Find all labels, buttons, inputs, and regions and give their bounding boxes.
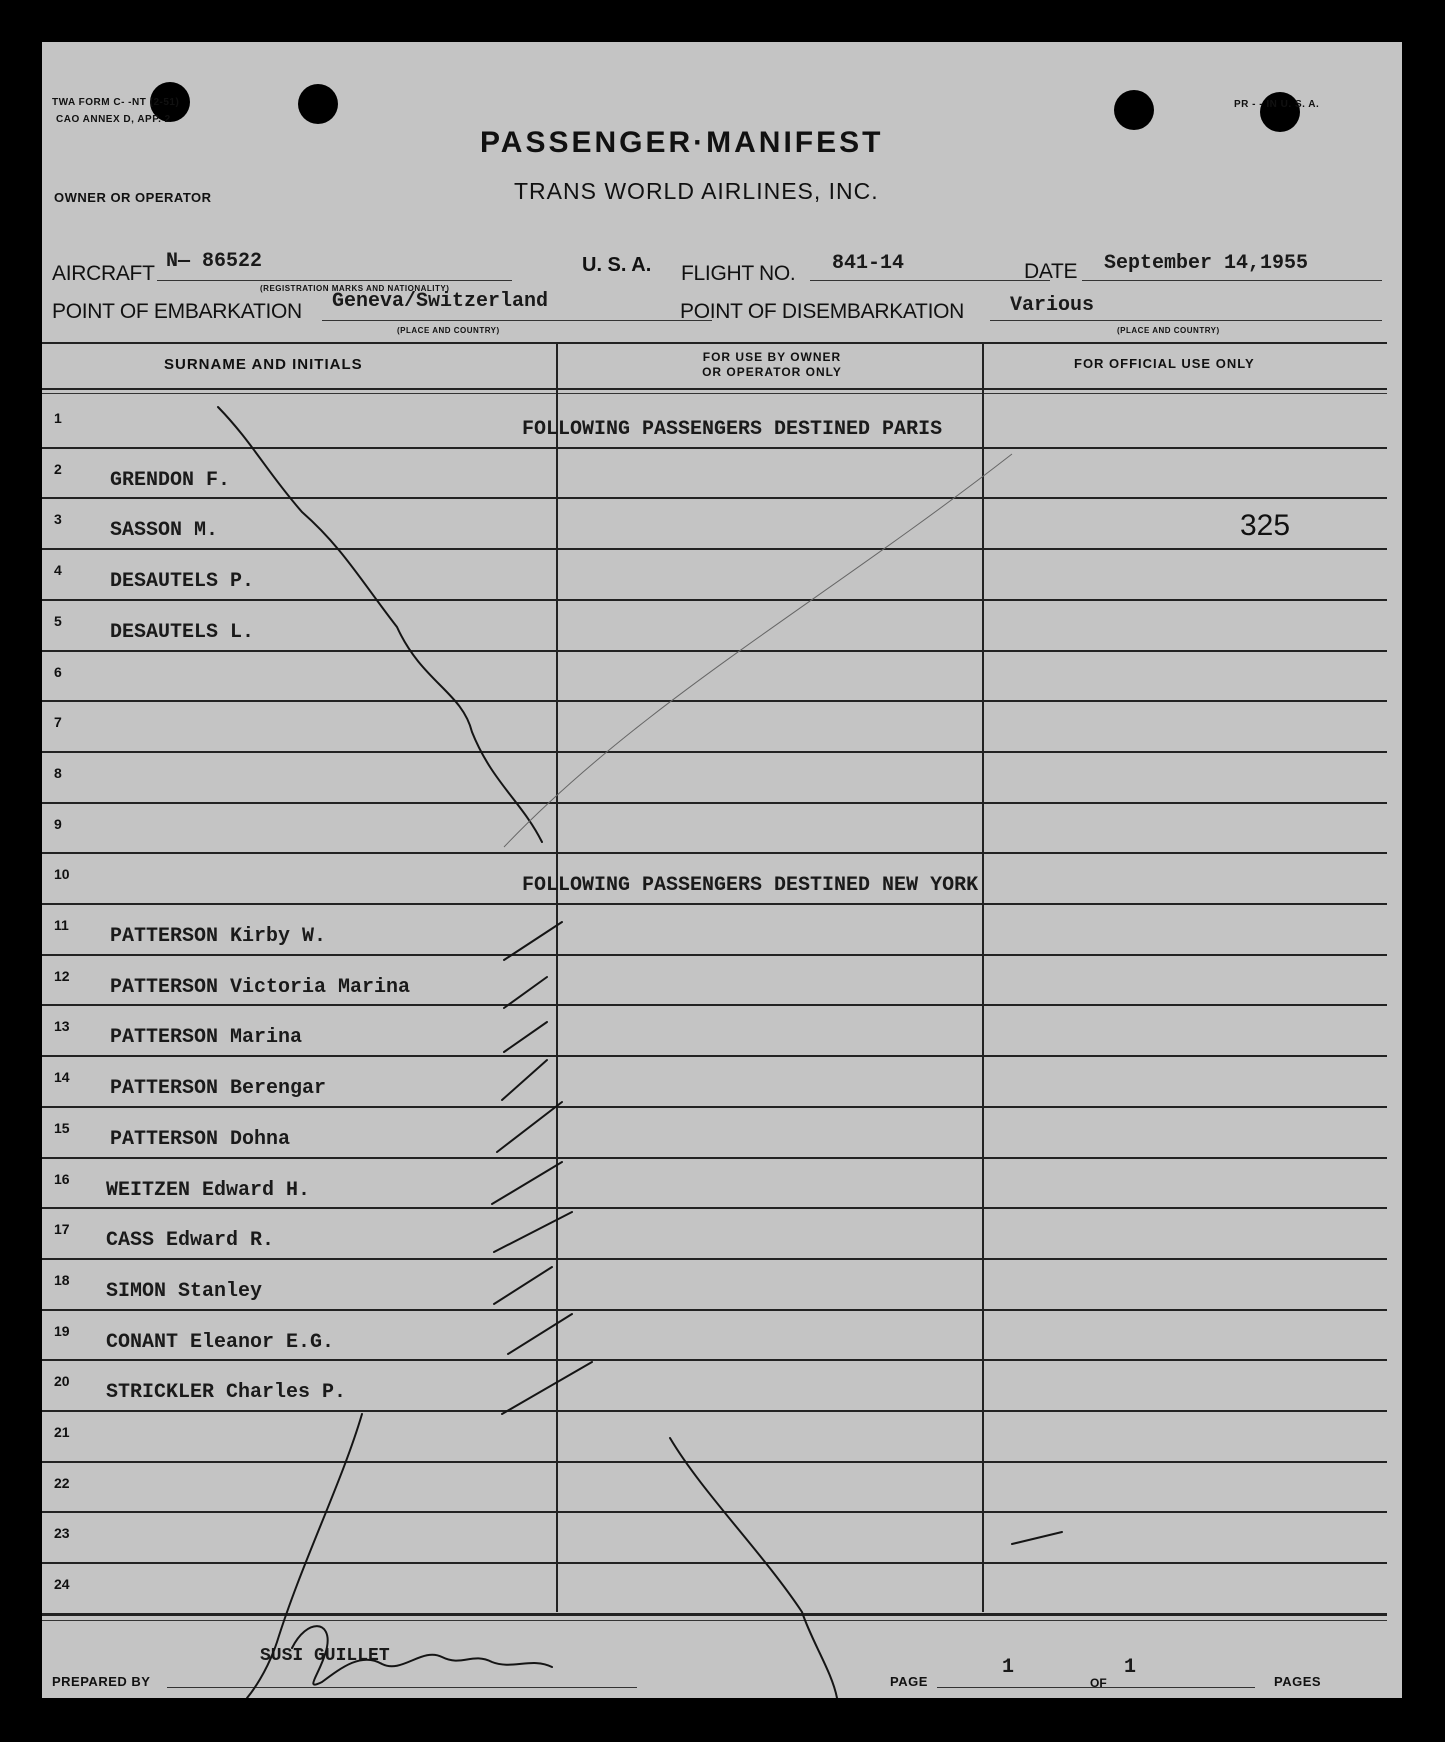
row-number: 4 — [54, 562, 62, 578]
row-number: 9 — [54, 816, 62, 832]
row-number: 6 — [54, 664, 62, 680]
page-number: 1 — [1002, 1656, 1015, 1679]
passenger-name: CONANT Eleanor E.G. — [106, 1331, 335, 1354]
check-mark-16 — [492, 1162, 562, 1204]
row-number: 2 — [54, 461, 62, 477]
row-number: 8 — [54, 765, 62, 781]
passenger-name: SASSON M. — [110, 519, 219, 542]
flight-number: 841-14 — [832, 252, 905, 275]
company-name: TRANS WORLD AIRLINES, INC. — [514, 178, 879, 204]
embarkation-label: POINT OF EMBARKATION — [52, 300, 302, 323]
check-mark-13 — [504, 1022, 547, 1052]
of-label: OF — [1090, 1676, 1107, 1690]
row-number: 18 — [54, 1272, 70, 1288]
date-label: DATE — [1024, 260, 1078, 283]
column-header-surname: SURNAME AND INITIALS — [164, 356, 363, 373]
passenger-name: WEITZEN Edward H. — [106, 1179, 311, 1202]
check-mark-14 — [502, 1060, 547, 1100]
flight-label: FLIGHT NO. — [681, 262, 796, 285]
check-mark-20 — [502, 1362, 592, 1414]
passenger-name: STRICKLER Charles P. — [106, 1381, 347, 1404]
row-number: 22 — [54, 1475, 70, 1491]
place-caption-left: (PLACE AND COUNTRY) — [397, 326, 500, 335]
pen-marks — [42, 42, 1402, 1698]
aircraft-label: AIRCRAFT — [52, 262, 155, 285]
disembarkation-value: Various — [1010, 294, 1095, 317]
strike-line-upper — [218, 407, 542, 842]
signature — [292, 1626, 552, 1685]
place-caption-right: (PLACE AND COUNTRY) — [1117, 326, 1220, 335]
form-title: PASSENGER·MANIFEST — [480, 126, 884, 159]
printed-in-label: PR - - IN U. S. A. — [1234, 99, 1320, 110]
check-mark-12 — [504, 977, 547, 1008]
passenger-name: SIMON Stanley — [106, 1280, 263, 1303]
owner-use-line1: FOR USE BY OWNER — [702, 350, 842, 364]
row-number: 7 — [54, 714, 62, 730]
row-number: 5 — [54, 613, 62, 629]
row-number: 14 — [54, 1069, 70, 1085]
prepared-by-label: PREPARED BY — [52, 1674, 151, 1689]
owner-operator-label: OWNER OR OPERATOR — [54, 190, 212, 205]
row-number: 21 — [54, 1424, 70, 1440]
disembarkation-label: POINT OF DISEMBARKATION — [680, 300, 965, 323]
row-number: 19 — [54, 1323, 70, 1339]
aircraft-value: N— 86522 — [166, 250, 263, 273]
pages-label: PAGES — [1274, 1674, 1322, 1689]
total-pages: 1 — [1124, 1656, 1137, 1679]
country-label: U. S. A. — [582, 254, 652, 276]
date-value: September 14,1955 — [1104, 252, 1309, 275]
form-code-line1: TWA FORM C- -NT (2-51) — [52, 97, 180, 108]
passenger-name: PATTERSON Marina — [110, 1026, 303, 1049]
row-number: 16 — [54, 1171, 70, 1187]
page-label: PAGE — [890, 1674, 928, 1689]
passenger-name: GRENDON F. — [110, 469, 231, 492]
row-number: 23 — [54, 1525, 70, 1541]
passenger-name: CASS Edward R. — [106, 1229, 275, 1252]
check-mark-11 — [504, 922, 562, 960]
form-code-line2: CAO ANNEX D, APP. 2 — [56, 114, 171, 125]
row-number: 17 — [54, 1221, 70, 1237]
passenger-name: PATTERSON Kirby W. — [110, 925, 327, 948]
prepared-by-typed: SUSI GUILLET — [260, 1646, 390, 1666]
passenger-name: PATTERSON Berengar — [110, 1077, 327, 1100]
check-mark-15 — [497, 1102, 562, 1152]
row-number: 13 — [54, 1018, 70, 1034]
check-mark-17 — [494, 1212, 572, 1252]
passenger-name: DESAUTELS P. — [110, 570, 255, 593]
row-number: 3 — [54, 511, 62, 527]
check-mark-18 — [494, 1267, 552, 1304]
passenger-name: PATTERSON Dohna — [110, 1128, 291, 1151]
strike-line-lower-right — [670, 1438, 837, 1698]
row-number: 12 — [54, 968, 70, 984]
registration-caption: (REGISTRATION MARKS AND NATIONALITY) — [260, 284, 450, 293]
official-use-value: 325 — [1240, 509, 1291, 542]
faint-diagonal-line — [504, 454, 1012, 847]
dash-mark-official — [1012, 1532, 1062, 1544]
column-header-official-use: FOR OFFICIAL USE ONLY — [1074, 356, 1255, 371]
strike-line-lower-left — [247, 1414, 362, 1698]
passenger-name: DESAUTELS L. — [110, 621, 255, 644]
destination-note: FOLLOWING PASSENGERS DESTINED NEW YORK — [522, 874, 979, 897]
row-number: 10 — [54, 866, 70, 882]
check-mark-19 — [508, 1314, 572, 1354]
passenger-name: PATTERSON Victoria Marina — [110, 976, 411, 999]
row-number: 11 — [54, 917, 69, 933]
manifest-sheet — [42, 42, 1402, 1698]
embarkation-value: Geneva/Switzerland — [332, 290, 549, 313]
row-number: 15 — [54, 1120, 70, 1136]
owner-use-line2: OR OPERATOR ONLY — [702, 365, 842, 379]
row-number: 20 — [54, 1373, 70, 1389]
row-number: 24 — [54, 1576, 70, 1592]
destination-note: FOLLOWING PASSENGERS DESTINED PARIS — [522, 418, 943, 441]
row-number: 1 — [54, 410, 62, 426]
